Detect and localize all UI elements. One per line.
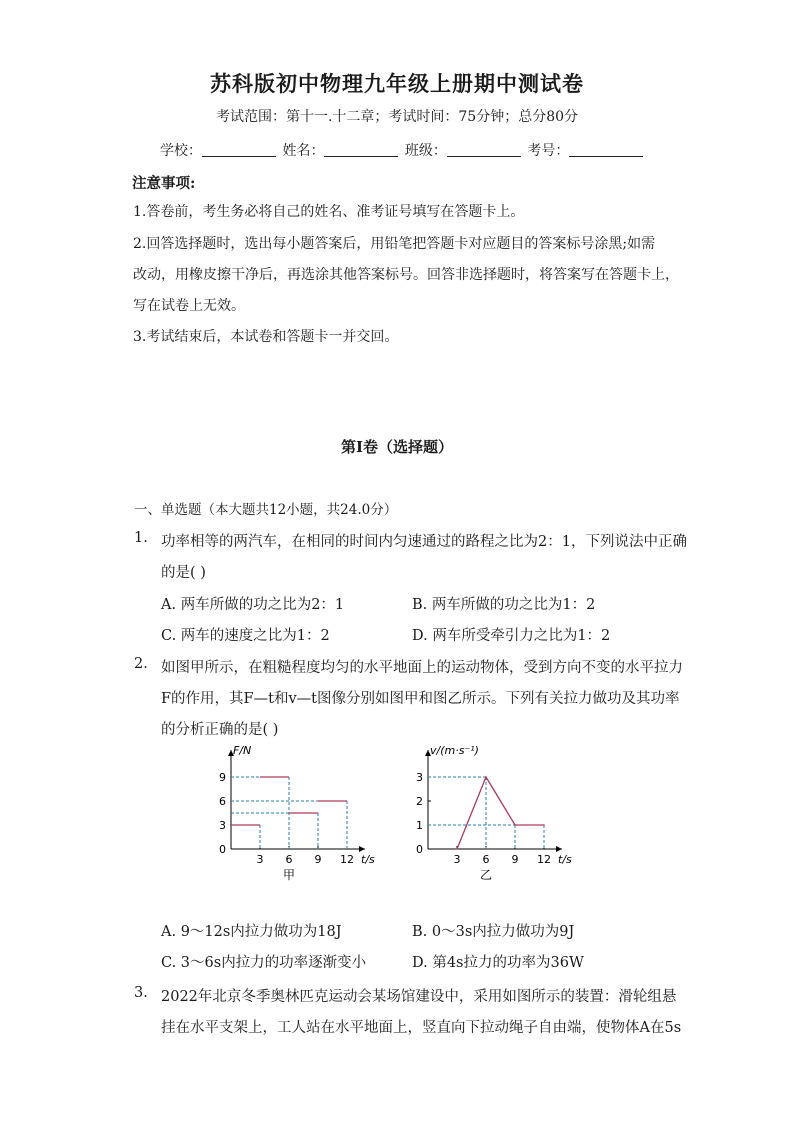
- part-heading: 一、单选题（本大题共12小题，共24.0分）: [134, 502, 398, 518]
- note-item-2-line-2: 改动，用橡皮擦干净后，再选涂其他答案标号。回答非选择题时，将答案写在答题卡上，: [133, 267, 679, 283]
- force-chart-x-tick-label: 9: [314, 853, 322, 866]
- name-label: 姓名：: [282, 143, 325, 159]
- chart-force-time: [195, 740, 395, 890]
- class-label: 班级：: [404, 143, 447, 159]
- velocity-chart-y-tick-label: 3: [416, 771, 423, 784]
- force-chart-y-tick-label: 6: [219, 795, 226, 808]
- force-chart-x-arrow: [359, 846, 365, 852]
- q1-stem-line-1: 功率相等的两汽车，在相同的时间内匀速通过的路程之比为2：1，下列说法中正确: [161, 534, 687, 550]
- exam-title: 苏科版初中物理九年级上册期中测试卷: [210, 71, 584, 96]
- q3-stem-line-1: 2022年北京冬季奥林匹克运动会某场馆建设中，采用如图所示的装置：滑轮组悬: [161, 989, 677, 1005]
- class-blank[interactable]: [447, 141, 521, 157]
- force-chart-origin-label: 0: [219, 843, 226, 856]
- velocity-chart-caption: 乙: [479, 868, 493, 882]
- velocity-chart-x-tick-label: 12: [537, 853, 551, 866]
- velocity-chart-x-tick-label: 9: [511, 853, 519, 866]
- velocity-chart-y-label: v/(m·s⁻¹): [430, 744, 479, 757]
- q1-number: 1.: [134, 530, 148, 546]
- force-chart-x-label: t/s: [361, 853, 375, 866]
- velocity-chart-x-tick-label: 6: [482, 853, 490, 866]
- q3-number: 3.: [134, 985, 148, 1001]
- velocity-chart-x-label: t/s: [558, 853, 572, 866]
- exam-number-blank[interactable]: [569, 141, 643, 157]
- q2-option-b[interactable]: B. 0～3s内拉力做功为9J: [412, 924, 575, 940]
- q1-option-a[interactable]: A. 两车所做的功之比为2：1: [161, 597, 345, 613]
- velocity-chart-data-point: [543, 824, 545, 826]
- q2-stem-line-1: 如图甲所示，在粗糙程度均匀的水平地面上的运动物体，受到方向不变的水平拉力: [161, 660, 683, 676]
- school-label: 学校：: [160, 143, 202, 159]
- velocity-chart-origin-label: 0: [416, 843, 423, 856]
- q1-option-c[interactable]: C. 两车的速度之比为1：2: [161, 628, 330, 644]
- velocity-chart-data-point: [456, 848, 458, 850]
- note-item-2-line-3: 写在试卷上无效。: [133, 298, 245, 314]
- velocity-chart-x-tick-label: 3: [453, 853, 461, 866]
- name-blank[interactable]: [324, 141, 398, 157]
- force-chart-x-tick-label: 6: [285, 853, 293, 866]
- force-chart-y-label: F/N: [233, 744, 252, 757]
- q2-option-a[interactable]: A. 9～12s内拉力做功为18J: [161, 924, 342, 940]
- school-blank[interactable]: [202, 141, 276, 157]
- q2-option-c[interactable]: C. 3～6s内拉力的功率逐渐变小: [161, 955, 367, 971]
- velocity-chart-x-arrow: [556, 846, 562, 852]
- velocity-chart-data-point: [485, 776, 487, 778]
- force-chart-y-tick-label: 3: [219, 819, 226, 832]
- q2-stem-line-3: 的分析正确的是( ): [161, 722, 279, 738]
- force-chart-y-tick-label: 9: [219, 771, 226, 784]
- velocity-chart-data-line: [457, 777, 544, 849]
- force-chart-caption: 甲: [282, 868, 296, 882]
- q2-number: 2.: [134, 656, 148, 672]
- student-info-line: [160, 140, 645, 160]
- note-item-3: 3.考试结束后，本试卷和答题卡一并交回。: [133, 329, 399, 345]
- note-item-1: 1.答卷前，考生务必将自己的姓名、准考证号填写在答题卡上。: [133, 204, 525, 220]
- q3-stem-line-2: 挂在水平支架上，工人站在水平地面上，竖直向下拉动绳子自由端，使物体A在5s: [161, 1020, 682, 1036]
- note-item-2-line-1: 2.回答选择题时，选出每小题答案后，用铅笔把答题卡对应题目的答案标号涂黑;如需: [133, 236, 656, 252]
- velocity-chart-y-tick-label: 2: [416, 795, 423, 808]
- q1-stem-line-2: 的是( ): [161, 565, 206, 581]
- q2-option-d[interactable]: D. 第4s拉力的功率为36W: [412, 955, 584, 971]
- exam-number-label: 考号：: [527, 143, 570, 159]
- q2-stem-line-2: F的作用，其F—t和v—t图像分别如图甲和图乙所示。下列有关拉力做功及其功率: [161, 691, 680, 707]
- velocity-chart-y-tick-label: 1: [416, 819, 423, 832]
- velocity-chart-data-point: [514, 824, 516, 826]
- force-chart-x-tick-label: 3: [256, 853, 264, 866]
- exam-subtitle: 考试范围：第十一.十二章；考试时间：75分钟；总分80分: [215, 109, 579, 125]
- chart-velocity-time: [392, 740, 592, 890]
- q1-option-b[interactable]: B. 两车所做的功之比为1：2: [412, 597, 596, 613]
- notes-heading: 注意事项:: [132, 175, 196, 192]
- force-chart-x-tick-label: 12: [340, 853, 354, 866]
- q1-option-d[interactable]: D. 两车所受牵引力之比为1：2: [412, 628, 611, 644]
- section-title: 第I卷（选择题）: [340, 438, 454, 456]
